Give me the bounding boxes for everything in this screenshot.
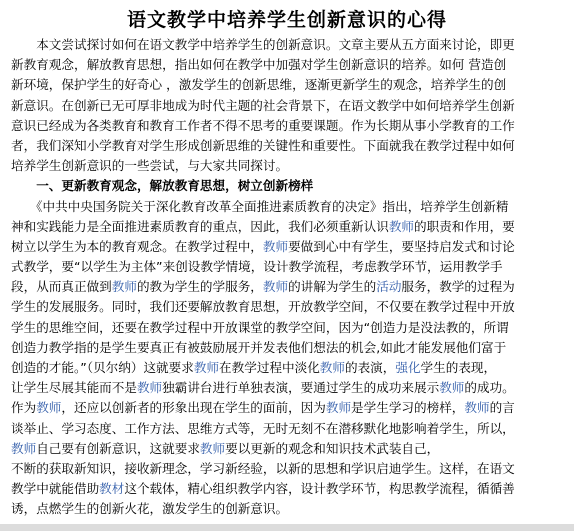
paragraph-line: 本文尝试探讨如何在语文教学中培养学生的创新意识。文章主要从五方面来讨论，即更 [11,37,515,52]
keyword-link[interactable]: 教师 [36,400,62,416]
paragraph-line: 教学中就能借助教材这个载体，精心组织教学内容，设计教学环节，构思教学流程，循循善 [11,481,515,497]
section-heading: 一、更新教育观念，解放教育思想，树立创新榜样 [11,178,314,194]
paragraph-line: 段，从而真正做到教师的教为学生的学服务，教师的讲解为学生的活动服务，教学的过程为 [11,279,515,295]
paragraph-line: 不断的获取新知识，接收新理念，学习新经验，以新的思想和学识启迪学生。这样，在语文 [11,460,515,476]
paragraph-line: 新环境，保护学生的好奇心 ，激发学生的创新思维，逐渐更新学生的观念，培养学生的创 [11,77,507,93]
keyword-link[interactable]: 强化 [395,360,421,375]
paragraph-line: 意识已经成为各类教育和教育工作者不得不思考的重要课题。作为长期从事小学教育的工作 [11,117,515,133]
keyword-link[interactable]: 教师 [439,380,465,396]
paragraph-line: 学生的思维空间，还要在教学过程中开放课堂的教学空间，因为“创造力是没法教的，所谓 [11,319,509,335]
keyword-link[interactable]: 教师 [199,440,226,456]
paragraph-line: 教师自己要有创新意识，这就要求教师要以更新的观念和知识技术武装自己， [11,440,440,456]
paragraph-line: 式教学，要“以学生为主体”来创设教学情境，设计教学流程，考虑教学环节，运用教学手 [11,259,503,275]
paragraph-line: 学生的发展服务。同时，我们还要解放教育思想，开放教学空间，不仅要在教学过程中开放 [11,299,515,315]
page-title: 语文教学中培养学生创新意识的心得 [126,9,447,31]
bottom-scrollbar-area[interactable] [0,524,574,531]
paragraph-line: 作为教师，还应以创新者的形象出现在学生的面前，因为教师是学生学习的榜样，教师的言 [11,400,515,416]
paragraph-line: 《中共中央国务院关于深化教育改革全面推进素质教育的决定》指出，培养学生创新精 [11,198,509,214]
paragraph-line: 者，我们深知小学教育对学生形成创新思维的关键性和重要性。下面就我在教学过程中如何 [11,137,515,153]
keyword-link[interactable]: 教师 [111,279,137,295]
paragraph-line: 创造的才能。”（贝尔纳）这就要求教师在教学过程中淡化教师的表演，强化学生的表现， [11,360,497,375]
paragraph-line: 神和实践能力是全面推进素质教育的重点，因此，我们必须重新认识教师的职责和作用，要 [11,218,515,234]
keyword-link[interactable]: 教师 [319,360,345,375]
keyword-link[interactable]: 教师 [193,360,220,375]
paragraph-line: 让学生尽展其能而不是教师独霸讲台进行单独表演，要通过学生的成功来展示教师的成功。 [11,380,515,396]
paragraph-line: 新意识。在创新已无可厚非地成为时代主题的社会背景下，在语文教学中如何培养学生创新 [11,97,515,113]
paragraph-line: 培养学生创新意识的一些尝试，与大家共同探讨。 [11,158,289,174]
article-body [11,35,567,520]
paragraph-line: 新教育观念，解放教育思想，指出如何在教学中加强对学生创新意识的培养。如何 营造创 [11,57,507,73]
keyword-link[interactable]: 教材 [99,481,125,497]
keyword-link[interactable]: 教师 [388,218,414,234]
paragraph-line: 创造力教学指的是学生要真正有被鼓励展开并发表他们想法的机会,如此才能发展他们富于 [11,339,507,355]
keyword-link[interactable]: 活动 [376,279,402,295]
paragraph-line: 树立以学生为本的教育观念。在教学过程中，教师要做到心中有学生，要坚持启发式和讨论 [11,238,515,254]
keyword-link[interactable]: 教师 [262,238,289,254]
keyword-link[interactable]: 教师 [262,279,289,295]
paragraph-line: 谈举止、学习态度、工作方法、思维方式等，无时无刻不在潜移默化地影响着学生，所以， [11,420,515,436]
keyword-link[interactable]: 教师 [464,400,490,416]
keyword-link[interactable]: 教师 [325,400,352,416]
paragraph-line: 诱，点燃学生的创新火花，激发学生的创新意识。 [11,501,289,517]
keyword-link[interactable]: 教师 [136,380,163,396]
keyword-link[interactable]: 教师 [11,440,37,456]
